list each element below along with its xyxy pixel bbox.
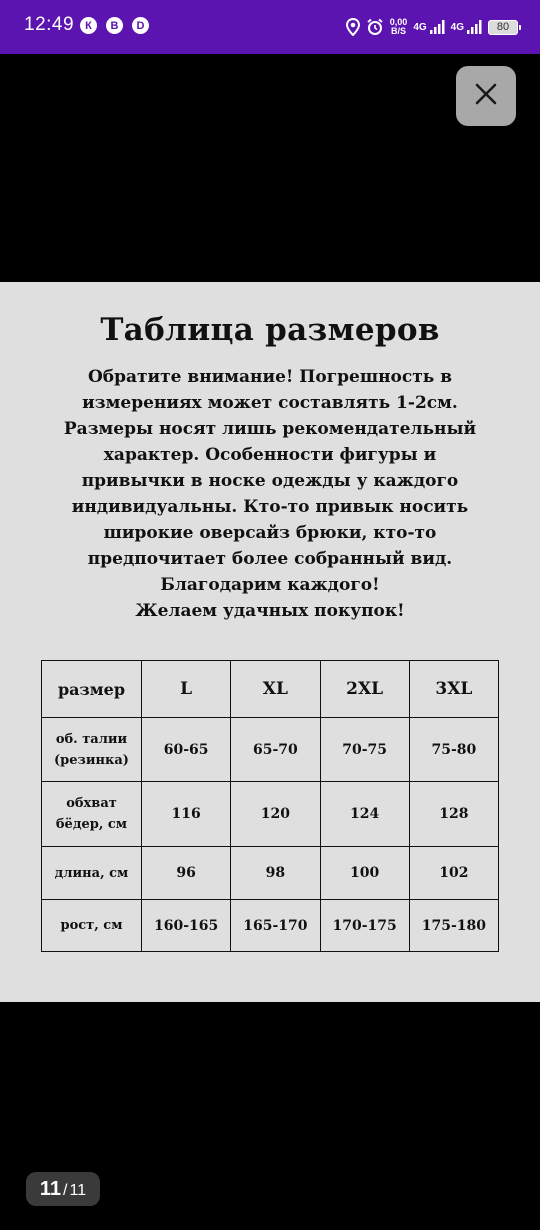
table-header-cell: размер	[42, 661, 142, 718]
page-counter	[26, 1172, 100, 1206]
row-label-line: бёдер, см	[55, 817, 128, 832]
table-cell: 75-80	[409, 718, 498, 782]
close-icon	[474, 82, 498, 110]
table-row	[42, 900, 499, 952]
signal-icon	[466, 19, 482, 35]
notice-line: Благодарим каждого!	[160, 575, 380, 595]
table-header-cell: 3XL	[409, 661, 498, 718]
notice-line: Размеры носят лишь рекомендательный	[63, 419, 477, 439]
table-header-cell: 2XL	[320, 661, 409, 718]
network-speed-unit: B/S	[391, 26, 407, 36]
notice-line: измерениях может составлять 1-2см.	[82, 393, 458, 413]
table-cell: 165-170	[231, 900, 320, 952]
table-header-row	[42, 661, 499, 718]
notice-line: характер. Особенности фигуры и	[103, 445, 437, 465]
table-header-cell: L	[142, 661, 231, 718]
status-time: 12:49	[24, 14, 75, 35]
notice-line: Желаем удачных покупок!	[135, 601, 405, 621]
size-chart-image	[0, 282, 540, 1002]
row-label-line: обхват	[66, 796, 117, 811]
page-current: 11	[39, 1178, 62, 1200]
table-row-label	[42, 782, 142, 847]
notification-app-icon: К	[80, 17, 97, 34]
row-label-line: (резинка)	[54, 752, 129, 768]
table-row	[42, 847, 499, 900]
table-cell: 120	[231, 782, 320, 847]
table-cell: 128	[409, 782, 498, 847]
table-cell: 116	[142, 782, 231, 847]
table-row-label	[42, 900, 142, 952]
page-total: 11	[69, 1182, 87, 1199]
table-row	[42, 782, 499, 847]
table-cell: 100	[320, 847, 409, 900]
table-row-label	[42, 847, 142, 900]
row-label-line: длина, см	[54, 865, 129, 881]
table-cell: 70-75	[320, 718, 409, 782]
network-type-label: 4G	[450, 21, 464, 33]
network-speed	[390, 18, 408, 36]
table-cell: 65-70	[231, 718, 320, 782]
location-icon	[346, 18, 360, 36]
network-speed-value: 0,00	[389, 17, 408, 27]
status-icons	[346, 12, 518, 42]
signal-icon	[429, 19, 445, 35]
notice-line: широкие оверсайз брюки, кто-то	[103, 523, 437, 543]
notification-icons	[80, 17, 149, 34]
table-header-cell: XL	[231, 661, 320, 718]
table-cell: 175-180	[409, 900, 498, 952]
alarm-icon	[366, 18, 384, 36]
size-chart-notice	[40, 364, 500, 624]
notice-line: Обратите внимание! Погрешность в	[87, 367, 453, 387]
row-label-line: об. талии	[55, 731, 128, 747]
size-table	[41, 660, 499, 952]
notice-line: привычки в носке одежды у каждого	[81, 471, 459, 491]
battery-indicator: 80	[488, 20, 518, 35]
row-label-line: рост, см	[60, 918, 123, 933]
table-cell: 102	[409, 847, 498, 900]
table-row-label	[42, 718, 142, 782]
table-cell: 124	[320, 782, 409, 847]
close-button[interactable]	[456, 66, 516, 126]
table-cell: 170-175	[320, 900, 409, 952]
table-cell: 96	[142, 847, 231, 900]
notification-app-icon: B	[106, 17, 123, 34]
table-row	[42, 718, 499, 782]
notice-line: индивидуальны. Кто-то привык носить	[71, 497, 469, 517]
table-cell: 98	[231, 847, 320, 900]
notification-app-icon: D	[132, 17, 149, 34]
table-cell: 160-165	[142, 900, 231, 952]
status-bar	[0, 0, 540, 54]
page-separator: /	[63, 1182, 68, 1199]
table-cell: 60-65	[142, 718, 231, 782]
network-type-label: 4G	[413, 21, 427, 33]
notice-line: предпочитает более собранный вид.	[87, 549, 453, 569]
size-chart-title: Таблица размеров	[100, 312, 440, 348]
